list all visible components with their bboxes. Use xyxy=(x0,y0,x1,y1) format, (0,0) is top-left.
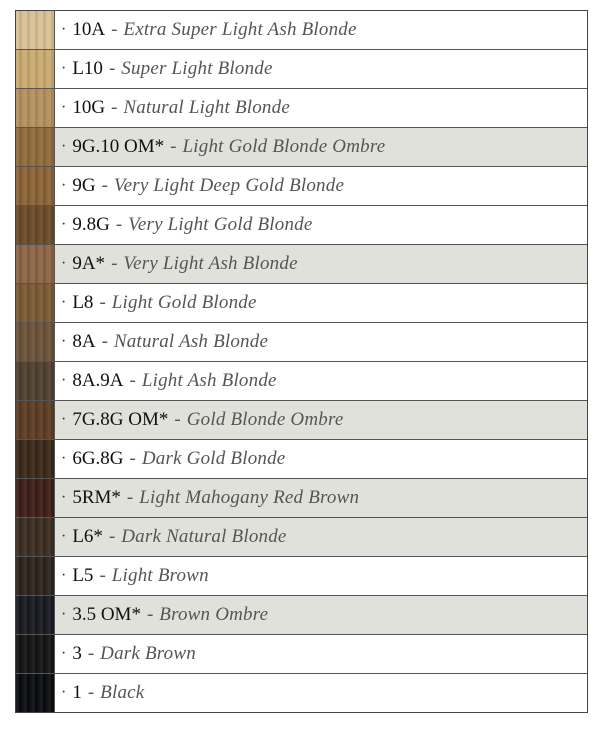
shade-label xyxy=(55,284,587,322)
shade-name: Very Light Gold Blonde xyxy=(128,214,313,235)
shade-label xyxy=(55,11,587,49)
separator: - xyxy=(101,331,108,352)
bullet: · xyxy=(61,450,67,467)
separator: - xyxy=(174,409,181,430)
shade-label xyxy=(55,635,587,673)
shade-row xyxy=(16,674,587,712)
shade-name: Very Light Deep Gold Blonde xyxy=(113,175,345,196)
hair-color-swatch xyxy=(16,479,55,517)
hair-color-swatch xyxy=(16,518,55,556)
shade-code: 9G xyxy=(72,175,96,196)
shade-name: Super Light Blonde xyxy=(121,58,273,79)
hair-color-swatch xyxy=(16,401,55,439)
shade-name: Light Mahogany Red Brown xyxy=(139,487,360,508)
shade-name: Gold Blonde Ombre xyxy=(186,409,344,430)
separator: - xyxy=(101,175,108,196)
separator: - xyxy=(87,682,95,703)
hair-color-swatch xyxy=(16,284,55,322)
shade-label xyxy=(55,479,587,517)
separator: - xyxy=(170,136,177,157)
bullet: · xyxy=(61,138,67,155)
hair-color-swatch xyxy=(16,635,55,673)
bullet: · xyxy=(61,411,67,428)
bullet: · xyxy=(61,255,67,272)
shade-row xyxy=(16,323,587,362)
shade-name: Very Light Ash Blonde xyxy=(123,253,298,274)
shade-code: 10G xyxy=(72,97,106,118)
hair-color-swatch xyxy=(16,362,55,400)
shade-label xyxy=(55,89,587,127)
shade-row xyxy=(16,635,587,674)
bullet: · xyxy=(61,528,67,545)
bullet: · xyxy=(61,372,67,389)
hair-color-swatch xyxy=(16,557,55,595)
bullet: · xyxy=(61,60,67,77)
separator: - xyxy=(146,604,154,625)
hair-color-swatch xyxy=(16,245,55,283)
shade-row xyxy=(16,362,587,401)
bullet: · xyxy=(61,333,67,350)
shade-row xyxy=(16,128,587,167)
shade-row xyxy=(16,284,587,323)
shade-code: 9A* xyxy=(72,253,106,274)
shade-row xyxy=(16,11,587,50)
shade-label xyxy=(55,323,587,361)
shade-label xyxy=(55,674,587,712)
separator: - xyxy=(115,214,123,235)
shade-code: 9.8G xyxy=(72,214,110,235)
shade-name: Light Brown xyxy=(111,565,209,586)
hair-color-swatch xyxy=(16,206,55,244)
bullet: · xyxy=(61,294,67,311)
hair-color-swatch xyxy=(16,89,55,127)
shade-label xyxy=(55,596,587,634)
shade-row xyxy=(16,167,587,206)
bullet: · xyxy=(61,684,67,701)
separator: - xyxy=(111,253,118,274)
shade-code: L10 xyxy=(72,58,103,79)
bullet: · xyxy=(61,99,67,116)
bullet: · xyxy=(61,21,67,38)
shade-name: Natural Ash Blonde xyxy=(113,331,269,352)
hair-color-swatch xyxy=(16,167,55,205)
bullet: · xyxy=(61,645,67,662)
shade-code: L5 xyxy=(72,565,94,586)
bullet: · xyxy=(61,606,67,623)
bullet: · xyxy=(61,177,67,194)
hair-color-swatch xyxy=(16,596,55,634)
shade-label xyxy=(55,440,587,478)
bullet: · xyxy=(61,567,67,584)
separator: - xyxy=(108,526,116,547)
shade-code: 3.5 OM* xyxy=(72,604,141,625)
shade-name: Light Gold Blonde Ombre xyxy=(182,136,386,157)
hair-color-swatch xyxy=(16,440,55,478)
shade-name: Extra Super Light Ash Blonde xyxy=(123,19,357,40)
shade-code: 9G.10 OM* xyxy=(72,136,165,157)
shade-label xyxy=(55,50,587,88)
shade-row xyxy=(16,50,587,89)
shade-name: Dark Brown xyxy=(100,643,196,664)
separator: - xyxy=(99,292,106,313)
shade-code: L6* xyxy=(72,526,103,547)
shade-label xyxy=(55,245,587,283)
shade-label xyxy=(55,167,587,205)
shade-row xyxy=(16,206,587,245)
separator: - xyxy=(87,643,95,664)
bullet: · xyxy=(61,216,67,233)
shade-row xyxy=(16,596,587,635)
hair-color-swatch xyxy=(16,323,55,361)
shade-code: 7G.8G OM* xyxy=(72,409,169,430)
shade-row xyxy=(16,440,587,479)
hair-color-swatch xyxy=(16,11,55,49)
hair-color-swatch xyxy=(16,128,55,166)
shade-code: 8A xyxy=(72,331,96,352)
shade-label xyxy=(55,128,587,166)
shade-code: 6G.8G xyxy=(72,448,124,469)
shade-label xyxy=(55,362,587,400)
shade-chart xyxy=(15,10,588,713)
separator: - xyxy=(129,370,136,391)
shade-name: Light Gold Blonde xyxy=(111,292,257,313)
separator: - xyxy=(126,487,134,508)
separator: - xyxy=(111,19,118,40)
shade-name: Dark Natural Blonde xyxy=(121,526,287,547)
shade-code: 5RM* xyxy=(72,487,121,508)
shade-name: Natural Light Blonde xyxy=(123,97,290,118)
shade-code: L8 xyxy=(72,292,94,313)
shade-code: 8A.9A xyxy=(72,370,124,391)
bullet: · xyxy=(61,489,67,506)
shade-label xyxy=(55,518,587,556)
shade-name: Black xyxy=(100,682,145,703)
shade-name: Brown Ombre xyxy=(159,604,269,625)
shade-row xyxy=(16,518,587,557)
shade-row xyxy=(16,479,587,518)
shade-code: 10A xyxy=(72,19,106,40)
shade-row xyxy=(16,401,587,440)
hair-color-swatch xyxy=(16,674,55,712)
hair-color-swatch xyxy=(16,50,55,88)
shade-code: 3 xyxy=(72,643,82,664)
separator: - xyxy=(99,565,106,586)
shade-row xyxy=(16,557,587,596)
shade-label xyxy=(55,401,587,439)
separator: - xyxy=(129,448,136,469)
shade-label xyxy=(55,206,587,244)
shade-code: 1 xyxy=(72,682,82,703)
separator: - xyxy=(111,97,118,118)
separator: - xyxy=(108,58,116,79)
shade-row xyxy=(16,245,587,284)
shade-name: Light Ash Blonde xyxy=(141,370,277,391)
shade-name: Dark Gold Blonde xyxy=(141,448,286,469)
shade-label xyxy=(55,557,587,595)
shade-row xyxy=(16,89,587,128)
